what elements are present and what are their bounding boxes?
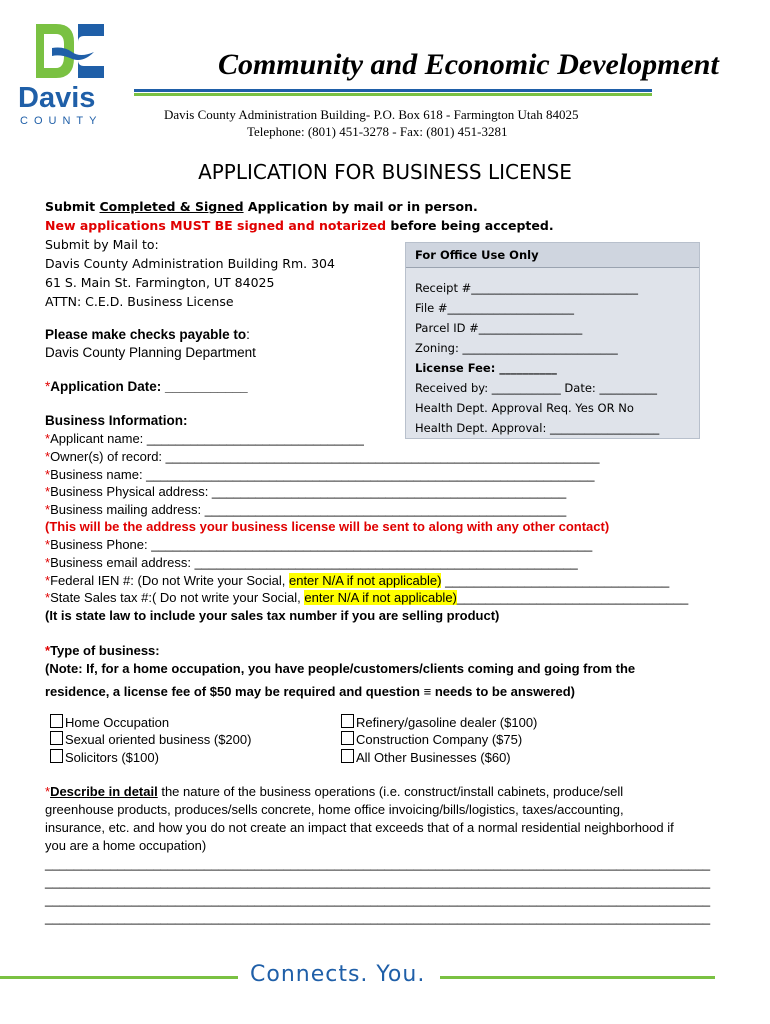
mailing-address-field[interactable]	[45, 502, 566, 517]
business-type-heading	[45, 643, 160, 658]
state-sales-tax-label: State Sales tax #:( Do not write your Social,	[50, 590, 305, 605]
footer-rule-left	[0, 976, 238, 979]
federal-ien-highlight: enter N/A if not applicable)	[288, 573, 442, 588]
footer-rule-right	[440, 976, 715, 979]
checkbox-icon[interactable]	[341, 731, 354, 745]
option-label: Solicitors ($100)	[65, 750, 159, 765]
state-tax-note: (It is state law to include your sales tax number if you are selling product)	[45, 608, 500, 623]
logo-wordmark: Davis	[18, 82, 96, 114]
notarize-warning: New applications MUST BE signed and notarized	[45, 218, 387, 233]
mailing-address-label: Business mailing address: __________________________________________________	[50, 502, 567, 517]
describe-line3: insurance, etc. and how you do not create an impact that exceeds that of a normal residential neighborhood if	[45, 820, 674, 835]
checks-payable-label	[45, 327, 250, 342]
physical-address-label: Business Physical address: _________________________________________________	[50, 484, 567, 499]
required-asterisk: *	[45, 784, 51, 799]
business-phone-label: Business Phone: _____________________________________________________________	[50, 537, 593, 552]
mail-to-label: Submit by Mail to:	[45, 237, 159, 252]
describe-text1: the nature of the business operations (i.e. construct/install cabinets, produce/sell	[157, 784, 624, 799]
checkbox-icon[interactable]	[50, 749, 63, 763]
health-req-field: Health Dept. Approval Req. Yes OR No	[415, 401, 634, 415]
zoning-field: Zoning: ___________________________	[415, 341, 618, 355]
note2-end: needs to be answered)	[431, 684, 575, 699]
business-info-heading: Business Information:	[45, 413, 188, 428]
describe-blank-line[interactable]: ____________________________________________________________________________________________	[45, 856, 711, 871]
phone-fax-line: Telephone: (801) 451-3278 - Fax: (801) 451-3281	[247, 124, 508, 139]
office-use-box	[405, 242, 700, 439]
option-solicitors[interactable]	[50, 749, 159, 765]
describe-line4: you are a home occupation)	[45, 838, 207, 853]
checks-label: Please make checks payable to	[45, 327, 247, 342]
checkbox-icon[interactable]	[50, 714, 63, 728]
describe-blank-line[interactable]: ____________________________________________________________________________________________	[45, 892, 711, 907]
checkbox-icon[interactable]	[341, 714, 354, 728]
required-asterisk: *	[45, 467, 51, 482]
required-asterisk: *	[45, 573, 51, 588]
applicant-name-label: Applicant name: ______________________________	[50, 431, 364, 446]
federal-ien-blank: _______________________________	[441, 573, 670, 588]
note2-text: residence, a license fee of $50 may be required and question	[45, 684, 420, 699]
business-phone-field[interactable]	[45, 537, 592, 552]
federal-ien-field[interactable]	[45, 573, 669, 588]
business-name-label: Business name: ______________________________________________________________	[50, 467, 595, 482]
required-asterisk: *	[45, 484, 51, 499]
business-type-label: Type of business:	[50, 643, 160, 658]
application-date-field[interactable]	[45, 379, 248, 394]
business-name-field[interactable]	[45, 467, 594, 482]
option-label: Construction Company ($75)	[356, 732, 523, 747]
submit-pre: Submit	[45, 199, 100, 214]
question-ref-icon: ≡	[423, 684, 432, 699]
describe-heading: Describe in detail	[50, 784, 158, 799]
federal-ien-label: Federal IEN #: (Do not Write your Social,	[50, 573, 289, 588]
state-sales-tax-field[interactable]	[45, 590, 688, 605]
submit-post: Application by mail or in person.	[243, 199, 478, 214]
mail-address-line3: ATTN: C.E.D. Business License	[45, 294, 234, 309]
required-asterisk: *	[45, 449, 51, 464]
describe-line2: greenhouse products, produces/sells concrete, home office invoicing/bills/logistics, taxes/accounting,	[45, 802, 624, 817]
required-asterisk: *	[45, 502, 51, 517]
describe-line1	[45, 784, 623, 799]
owners-field[interactable]	[45, 449, 599, 464]
address-line: Davis County Administration Building- P.O. Box 618 - Farmington Utah 84025	[164, 107, 579, 122]
required-asterisk: *	[45, 643, 51, 658]
footer-tagline: Connects. You.	[250, 962, 426, 987]
business-type-note1: (Note: If, for a home occupation, you have people/customers/clients coming and going from the	[45, 661, 636, 676]
health-approval-field: Health Dept. Approval: ___________________	[415, 421, 660, 435]
mail-address-line1: Davis County Administration Building Rm. 304	[45, 256, 335, 271]
state-sales-tax-blank: ________________________________	[456, 590, 689, 605]
submit-instruction	[45, 199, 478, 214]
describe-blank-line[interactable]: ____________________________________________________________________________________________	[45, 874, 711, 889]
option-construction[interactable]	[341, 731, 522, 747]
required-asterisk: *	[45, 590, 51, 605]
owners-label: Owner(s) of record: ____________________________________________________________	[50, 449, 600, 464]
file-field: File #______________________	[415, 301, 575, 315]
application-date-label: Application Date: ___________	[50, 379, 248, 394]
state-sales-tax-highlight: enter N/A if not applicable)	[304, 590, 457, 605]
required-asterisk: *	[45, 379, 51, 394]
davis-county-logo-icon	[34, 22, 106, 80]
header-rule-green	[134, 93, 652, 96]
checks-colon: :	[246, 327, 250, 342]
office-use-title: For Office Use Only	[415, 248, 539, 262]
checkbox-icon[interactable]	[50, 731, 63, 745]
applicant-name-field[interactable]	[45, 431, 364, 446]
describe-blank-line[interactable]: ____________________________________________________________________________________________	[45, 910, 711, 925]
notarize-instruction	[45, 218, 554, 233]
required-asterisk: *	[45, 555, 51, 570]
business-email-label: Business email address: _____________________________________________________	[50, 555, 578, 570]
option-home-occupation[interactable]	[50, 714, 169, 730]
receipt-field: Receipt #_____________________________	[415, 281, 638, 295]
option-refinery[interactable]	[341, 714, 537, 730]
option-sexual-oriented[interactable]	[50, 731, 251, 747]
required-asterisk: *	[45, 431, 51, 446]
option-label: Refinery/gasoline dealer ($100)	[356, 715, 538, 730]
option-label: All Other Businesses ($60)	[356, 750, 511, 765]
parcel-field: Parcel ID #__________________	[415, 321, 583, 335]
checks-payee: Davis County Planning Department	[45, 345, 256, 360]
form-title: APPLICATION FOR BUSINESS LICENSE	[198, 160, 572, 184]
checkbox-icon[interactable]	[341, 749, 354, 763]
required-asterisk: *	[45, 537, 51, 552]
office-use-header	[406, 243, 699, 268]
business-type-note2	[45, 684, 575, 699]
option-all-other[interactable]	[341, 749, 511, 765]
mailing-address-note: (This will be the address your business license will be sent to along with any other contact)	[45, 519, 610, 534]
received-by-field: Received by: ____________ Date: __________	[415, 381, 657, 395]
option-label: Sexual oriented business ($200)	[65, 732, 252, 747]
license-fee-field: License Fee: __________	[415, 361, 557, 375]
mail-address-line2: 61 S. Main St. Farmington, UT 84025	[45, 275, 275, 290]
option-label: Home Occupation	[65, 715, 170, 730]
business-email-field[interactable]	[45, 555, 578, 570]
page-title: Community and Economic Development	[218, 48, 719, 81]
notarize-post: before being accepted.	[386, 218, 554, 233]
header-rule-blue	[134, 89, 652, 92]
physical-address-field[interactable]	[45, 484, 566, 499]
submit-underlined: Completed & Signed	[99, 199, 244, 214]
logo-subword: COUNTY	[20, 115, 103, 127]
